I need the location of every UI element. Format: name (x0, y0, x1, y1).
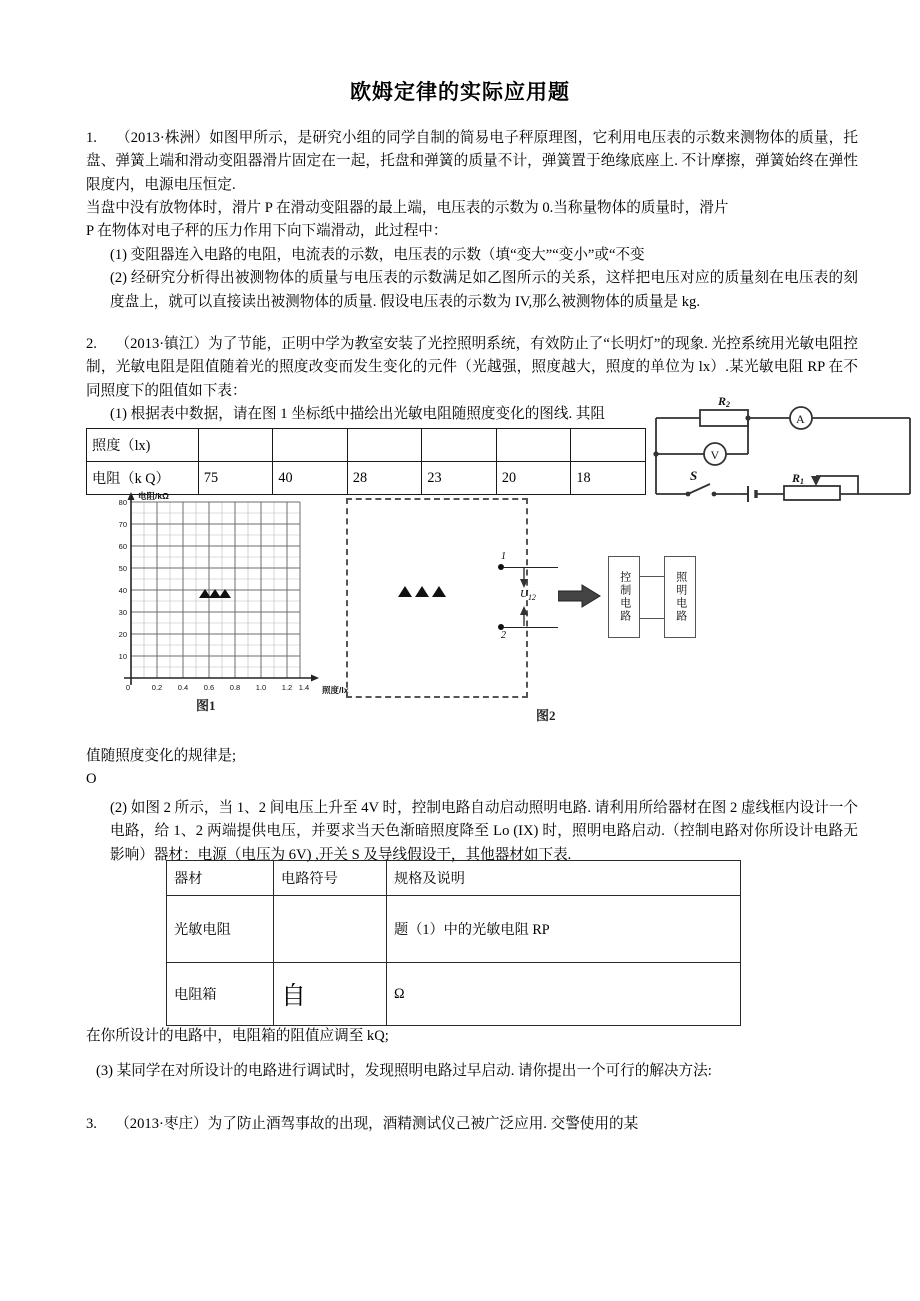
question-2-sub-3-block (86, 1060, 858, 1083)
triangle-marker-1 (415, 586, 429, 597)
x-tick-0: 0 (125, 683, 131, 692)
equipment-spec-resistance-box: Ω (387, 963, 741, 1026)
illuminance-resistance-table (86, 428, 646, 495)
question-2-after-figure-1: 值随照度变化的规律是; (86, 748, 236, 764)
question-1-block (86, 127, 858, 197)
question-2-sub-2-block (86, 797, 858, 867)
question-2-post-figure-block (86, 745, 858, 792)
x-tick-02: 0.2 (151, 683, 163, 692)
flow-arrow-icon (558, 584, 602, 608)
question-1-number: 1. (86, 130, 97, 146)
equipment-table-row-photoresistor (167, 896, 741, 963)
question-2-paragraph-1 (86, 333, 858, 403)
question-2-source: （2013·镇江） (115, 336, 209, 352)
illum-cell-4 (496, 429, 571, 462)
question-3-number: 3. (86, 1116, 97, 1132)
question-1-source: （2013·株洲） (115, 130, 210, 146)
question-2-after-equipment-table: 在你所设计的电路中，电阻箱的阻值应调至 kQ; (86, 1028, 389, 1044)
equipment-header-spec: 规格及说明 (387, 861, 741, 896)
illum-cell-5 (571, 429, 646, 462)
ammeter-label: A (796, 412, 805, 426)
question-1-text-1: 如图甲所示，是研究小组的同学自制的简易电子秤原理图，它利用电压表的示数来测物体的质量，托盘、弹簧上端和滑动变阻器滑片固定在一起，托盘和弹簧的质量不计，弹簧置于绝缘底座上. 不计摩擦，弹簧始终在弹性限度内，电源电压恒定. (86, 130, 858, 193)
illum-cell-3 (422, 429, 497, 462)
y-tick-20: 20 (118, 630, 127, 639)
equipment-header-name: 器材 (167, 861, 274, 896)
resistance-cell-0: 75 (198, 462, 273, 495)
triangle-marker-0 (398, 586, 412, 597)
question-2-post-equipment-block (86, 1025, 858, 1048)
question-3-source: （2013·枣庄） (115, 1116, 208, 1132)
equipment-header-symbol: 电路符号 (274, 861, 387, 896)
y-tick-30: 30 (118, 608, 127, 617)
figure-2-caption: 图2 (536, 708, 556, 723)
x-tick-08: 0.8 (229, 683, 241, 692)
y-axis-title: 电阻/kΩ (138, 491, 169, 501)
y-axis-arrow-icon (128, 492, 135, 500)
illum-cell-2 (347, 429, 422, 462)
x-tick-06: 0.6 (203, 683, 215, 692)
x-axis-title: 照度/lx (322, 685, 349, 695)
box-link-bottom (640, 618, 664, 619)
resistance-cell-5: 18 (571, 462, 646, 495)
y-tick-70: 70 (118, 520, 127, 529)
row-label-illuminance: 照度（lx) (87, 429, 199, 462)
question-1-paragraph-2 (86, 197, 858, 314)
equipment-table (166, 860, 741, 1026)
equipment-table-header-row (167, 861, 741, 896)
figure-1-caption: 图1 (196, 698, 216, 713)
question-2-text-1: 为了节能，正明中学为教室安装了光控照明系统，有效防止了“长明灯”的现象. 光控系统用光敏电阻控制，光敏电阻是阻值随着光的照度改变而发生变化的元件（光越强，照度越大，照度的单位为 lx）.某光敏电阻 RP 在不同照度下的阻值如下表： (86, 336, 858, 399)
resistance-cell-3: 23 (422, 462, 497, 495)
voltage-symbol: U (520, 588, 528, 600)
question-1-text-2: 当盘中没有放物体时，滑片 P 在滑动变阻器的最上端，电压表的示数为 0.当称量物体的质量时，滑片 (86, 200, 729, 216)
question-1-sub-2: (2) 经研究分析得出被测物体的质量与电压表的示数满足如乙图所示的关系，这样把电压对应的质量刻在电压表的刻度盘上，就可以直接读出被测物体的质量. 假设电压表的示数为 IV,那么被测物体的质量是 kg. (110, 270, 858, 310)
illum-cell-0 (198, 429, 273, 462)
figure-2-markers (398, 586, 446, 597)
page-title: 欧姆定律的实际应用题 (350, 80, 570, 104)
question-1-sub-1: (1) 变阻器连入电路的电阻，电流表的示数，电压表的示数（填“变大”“变小”或“不变 (110, 246, 645, 263)
table-row-illuminance (87, 429, 646, 462)
switch-label: S (690, 468, 698, 483)
equipment-symbol-resistance-box: 自 (274, 963, 387, 1026)
x-tick-10: 1.0 (255, 683, 267, 692)
r1-label: R1 (792, 471, 805, 486)
x-tick-12: 1.2 (281, 683, 293, 692)
equipment-table-row-resistance-box (167, 963, 741, 1026)
control-circuit-label: 控制电路 (618, 571, 631, 623)
y-tick-10: 10 (118, 652, 127, 661)
y-tick-50: 50 (118, 564, 127, 573)
chart-figure-1 (108, 490, 358, 740)
y-tick-80: 80 (118, 498, 127, 507)
question-2-after-figure-2: O (86, 771, 97, 788)
y-tick-60: 60 (118, 542, 127, 551)
control-circuit-box (608, 556, 640, 638)
equipment-name-photoresistor: 光敏电阻 (167, 896, 274, 963)
x-tick-04: 0.4 (177, 683, 189, 692)
equipment-spec-photoresistor: 题（1）中的光敏电阻 RP (387, 896, 741, 963)
triangle-marker-2 (432, 586, 446, 597)
circuit-diagram-figure (648, 396, 920, 504)
rheostat-arrow-icon (811, 476, 821, 486)
x-tick-14: 1.4 (298, 683, 310, 692)
figure-2-block (346, 490, 706, 745)
resistance-cell-1: 40 (273, 462, 348, 495)
question-2-sub-3: (3) 某同学在对所设计的电路进行调试时，发现照明电路过早启动. 请你提出一个可行的解决方法: (96, 1063, 712, 1079)
question-2-sub-2: (2) 如图 2 所示，当 1、2 间电压上升至 4V 时，控制电路自动启动照明电路. 请利用所给器材在图 2 虚线框内设计一个电路，给 1、2 两端提供电压，并要求当天色渐暗照度降至 Lo (IX) 时，照明电路启动.（控制电路对你所设计电路无影响）器材：电源（电压为 6V) ,开关 S 及导线假设干，其他器材如下表. (110, 800, 858, 863)
voltmeter-label: V (710, 448, 720, 462)
r2-label: R2 (718, 396, 731, 409)
question-2-number: 2. (86, 336, 97, 352)
resistance-cell-4: 20 (496, 462, 571, 495)
illum-cell-1 (273, 429, 348, 462)
y-tick-40: 40 (118, 586, 127, 595)
resistance-vs-illuminance-chart (108, 490, 358, 705)
question-3-paragraph-1 (86, 1113, 858, 1136)
question-1-paragraph-1 (86, 127, 858, 197)
row-label-resistance: 电阻（k Q） (87, 462, 199, 495)
design-area-dashed-box (346, 498, 528, 698)
equipment-name-resistance-box: 电阻箱 (167, 963, 274, 1026)
box-link-top (640, 576, 664, 577)
circuit-diagram-svg (648, 396, 920, 504)
equipment-symbol-photoresistor (274, 896, 387, 963)
lighting-circuit-box (664, 556, 696, 638)
lighting-circuit-label: 照明电路 (674, 571, 687, 623)
resistance-cell-2: 28 (347, 462, 422, 495)
voltage-arrow-pair-svg (514, 564, 534, 630)
terminal-2-label: 2 (501, 630, 506, 641)
terminal-1-label: 1 (501, 551, 506, 562)
question-3-text-1: 为了防止酒驾事故的出现，酒精测试仪己被广泛应用. 交警使用的某 (207, 1116, 639, 1132)
figures-band (86, 490, 876, 740)
question-3-block (86, 1113, 858, 1136)
question-1-text-3: P 在物体对电子秤的压力作用下向下端滑动，此过程中： (86, 223, 448, 240)
voltage-subscript: 12 (527, 593, 536, 603)
question-2-sub-1: (1) 根据表中数据，请在图 1 坐标纸中描绘出光敏电阻随照度变化的图线. 其阻 (110, 406, 605, 423)
x-axis-arrow-icon (311, 675, 319, 682)
